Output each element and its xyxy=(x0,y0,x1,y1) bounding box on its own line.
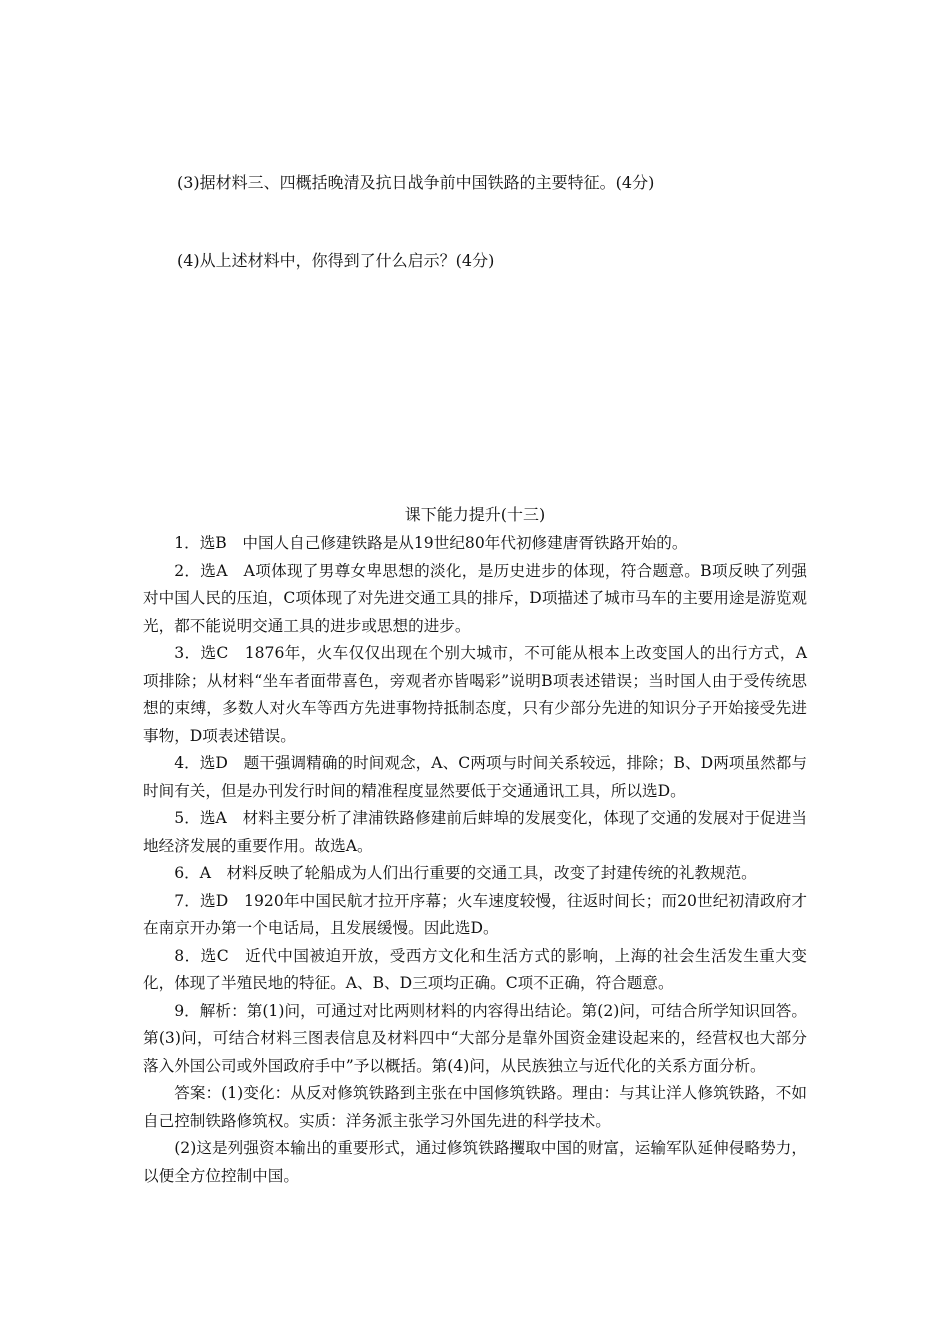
answer-paragraph: 答案：(1)变化：从反对修筑铁路到主张在中国修筑铁路。理由：与其让洋人修筑铁路，不如自己控制铁路修筑权。实质：洋务派主张学习外国先进的科学技术。 xyxy=(143,1084,807,1130)
answer-paragraph: 5．选A 材料主要分析了津浦铁路修建前后蚌埠的发展变化，体现了交通的发展对于促进当地经济发展的重要作用。故选A。 xyxy=(143,809,807,855)
answer-paragraph: 6．A 材料反映了轮船成为人们出行重要的交通工具，改变了封建传统的礼教规范。 xyxy=(174,864,757,882)
answer-paragraph: 3．选C 1876年，火车仅仅出现在个别大城市，不可能从根本上改变国人的出行方式，A项排除；从材料“坐车者面带喜色，旁观者亦皆喝彩”说明B项表述错误；当时国人由于受传统思想的束缚，多数人对火车等西方先进事物持抵制态度，只有少部分先进的知识分子开始接受先进事物，D项表述错误。 xyxy=(143,644,807,745)
answer-body xyxy=(143,530,807,1190)
answer-paragraph: 8．选C 近代中国被迫开放，受西方文化和生活方式的影响，上海的社会生活发生重大变化，体现了半殖民地的特征。A、B、D三项均正确。C项不正确，符合题意。 xyxy=(143,946,807,992)
answer-paragraph: 4．选D 题干强调精确的时间观念，A、C两项与时间关系较远，排除；B、D两项虽然都与时间有关，但是办刊发行时间的精准程度显然要低于交通通讯工具，所以选D。 xyxy=(143,754,807,800)
answer-paragraph: 9．解析：第(1)问，可通过对比两则材料的内容得出结论。第(2)问，可结合所学知识回答。第(3)问，可结合材料三图表信息及材料四中“大部分是靠外国资金建设起来的，经营权也大部分落入外国公司或外国政府手中”予以概括。第(4)问，从民族独立与近代化的关系方面分析。 xyxy=(143,1001,807,1075)
answer-paragraph: (2)这是列强资本输出的重要形式，通过修筑铁路攫取中国的财富，运输军队延伸侵略势力，以便全方位控制中国。 xyxy=(143,1139,807,1185)
answer-paragraph: 7．选D 1920年中国民航才拉开序幕；火车速度较慢，往返时间长；而20世纪初清政府才在南京开办第一个电话局，且发展缓慢。因此选D。 xyxy=(143,891,807,937)
answer-paragraph: 1．选B 中国人自己修建铁路是从19世纪80年代初修建唐胥铁路开始的。 xyxy=(174,534,688,552)
answer-paragraph: 2．选A A项体现了男尊女卑思想的淡化，是历史进步的体现，符合题意。B项反映了列强对中国人民的压迫，C项体现了对先进交通工具的排斥，D项描述了城市马车的主要用途是游览观光，都不能说明交通工具的进步或思想的进步。 xyxy=(143,561,807,635)
section-title: 课下能力提升(十三) xyxy=(404,505,546,524)
question-4: (4)从上述材料中，你得到了什么启示？(4分) xyxy=(177,251,495,270)
question-3: (3)据材料三、四概括晚清及抗日战争前中国铁路的主要特征。(4分) xyxy=(177,173,655,192)
